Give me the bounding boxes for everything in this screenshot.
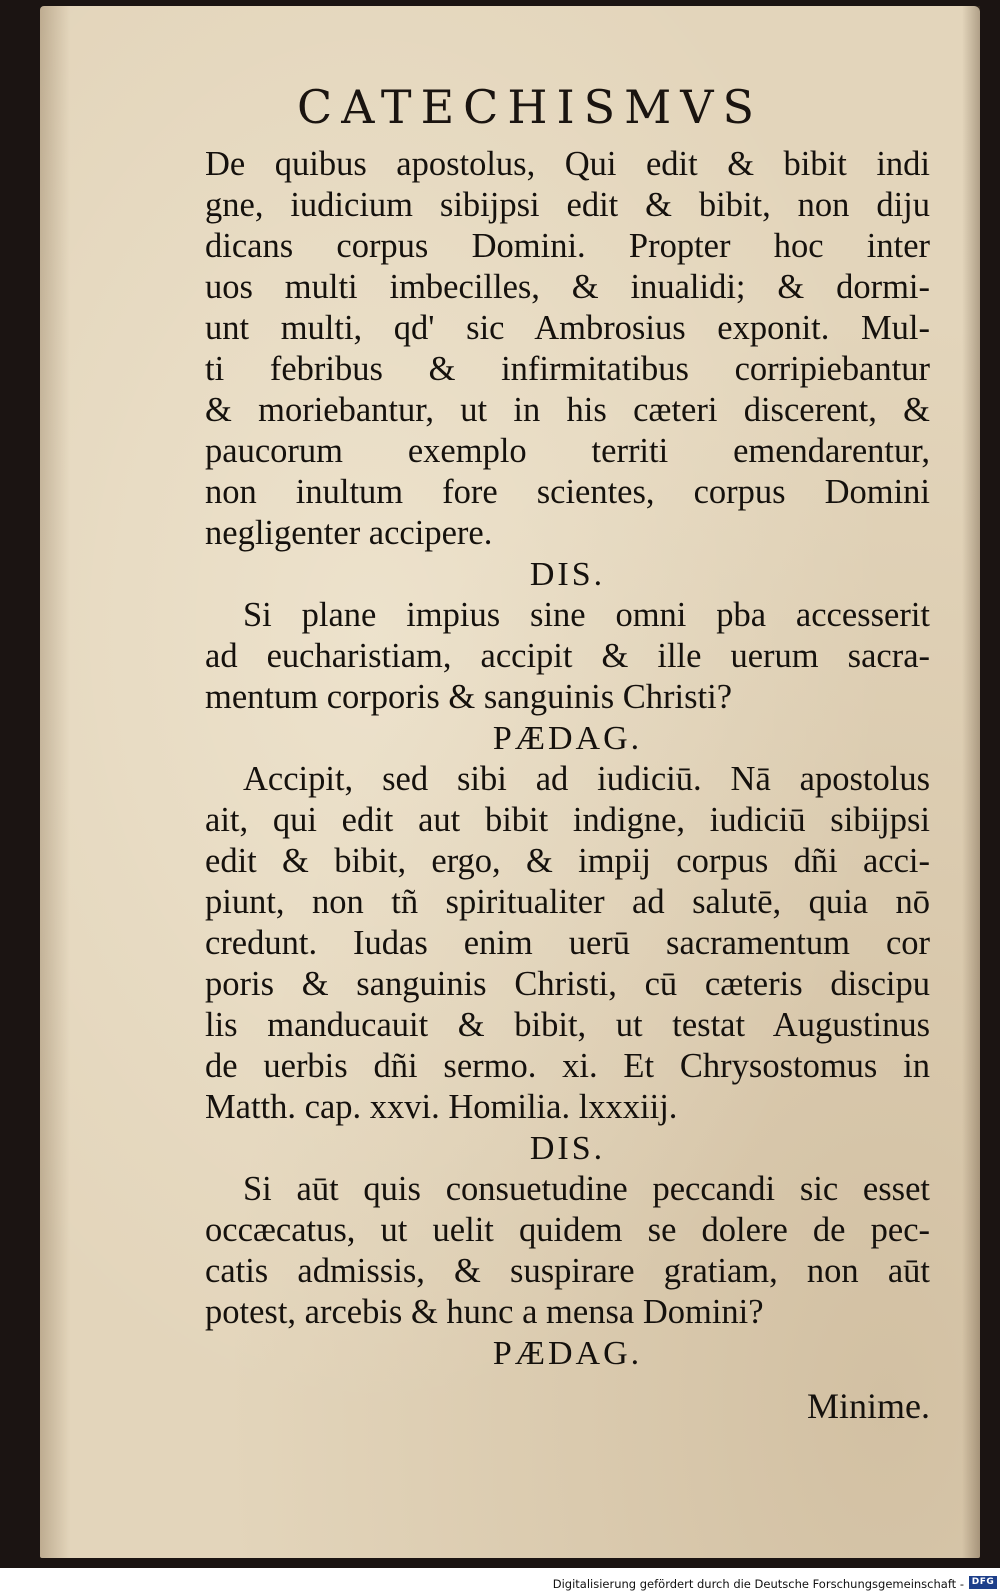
text-line: credunt. Iudas enim uerū sacramentum cor <box>205 924 930 962</box>
page-edge-shadow <box>962 6 980 1558</box>
text-line: De quibus apostolus, Qui edit & bibit indi <box>205 145 930 183</box>
text-line: ad eucharistiam, accipit & ille uerum sacra- <box>205 637 930 675</box>
text-line: negligenter accipere. <box>205 514 493 552</box>
text-line: catis admissis, & suspirare gratiam, non aūt <box>205 1252 930 1290</box>
text-line: unt multi, qd' sic Ambrosius exponit. Mul- <box>205 309 930 347</box>
text-line: ait, qui edit aut bibit indigne, iudiciū sibijpsi <box>205 801 930 839</box>
text-line: potest, arcebis & hunc a mensa Domini? <box>205 1293 764 1331</box>
digitization-footer <box>0 1570 1000 1596</box>
text-line: uos multi imbecilles, & inualidi; & dormi- <box>205 268 930 306</box>
text-line: Si plane impius sine omni pba accesserit <box>243 596 930 634</box>
text-line: piunt, non tñ spiritualiter ad salutē, quia nō <box>205 883 930 921</box>
text-line: non inultum fore scientes, corpus Domini <box>205 473 930 511</box>
text-line: gne, iudicium sibijpsi edit & bibit, non diju <box>205 186 930 224</box>
dfg-logo-icon: DFG <box>969 1576 997 1589</box>
page-text <box>205 144 930 1374</box>
text-line: de uerbis dñi sermo. xi. Et Chrysostomus in <box>205 1047 930 1085</box>
text-line: occæcatus, ut uelit quidem se dolere de pec- <box>205 1211 930 1249</box>
text-line: Si aūt quis consuetudine peccandi sic esset <box>243 1170 930 1208</box>
text-line: Matth. cap. xxvi. Homilia. lxxxiij. <box>205 1088 678 1126</box>
text-line: Accipit, sed sibi ad iudiciū. Nā apostolus <box>243 760 930 798</box>
running-head: CATECHISMVS <box>297 80 763 134</box>
text-line: ti febribus & infirmitatibus corripiebantur <box>205 350 930 388</box>
catchword: Minime. <box>807 1386 930 1426</box>
speaker-heading: PÆDAG. <box>492 1335 643 1372</box>
text-line: edit & bibit, ergo, & impij corpus dñi acci- <box>205 842 930 880</box>
text-line: poris & sanguinis Christi, cū cæteris discipu <box>205 965 930 1003</box>
text-line: & moriebantur, ut in his cæteri discerent, & <box>205 391 930 429</box>
footer-credit: Digitalisierung gefördert durch die Deutsche Forschungsgemeinschaft - <box>552 1577 964 1591</box>
speaker-heading: DIS. <box>529 556 606 593</box>
text-line: mentum corporis & sanguinis Christi? <box>205 678 733 716</box>
speaker-heading: PÆDAG. <box>492 720 643 757</box>
text-line: lis manducauit & bibit, ut testat Augustinus <box>205 1006 930 1044</box>
text-line: paucorum exemplo territi emendarentur, <box>205 432 930 470</box>
speaker-heading: DIS. <box>529 1130 606 1167</box>
text-line: dicans corpus Domini. Propter hoc inter <box>205 227 930 265</box>
